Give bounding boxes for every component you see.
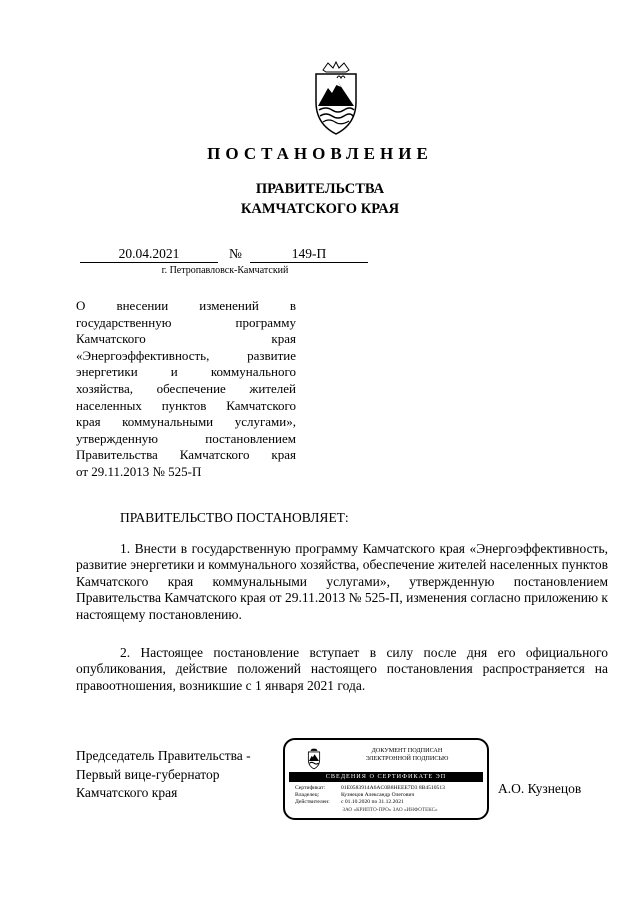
- paragraph-1: 1. Внести в государственную программу Камчатского края «Энергоэффективность, развитие энергетики и коммунального хозяйства, обеспечение жителей населенных пунктов Камчатского края коммунальными услугами», утвержденную постановлением Правительства Камчатского края от 29.11.2013 № 525-П, изменения согласно приложению к настоящему постановлению.: [76, 541, 608, 622]
- stamp-heading: [329, 747, 485, 763]
- subject-line: края коммунальными услугами»,: [76, 414, 296, 430]
- date-number-row: [80, 246, 370, 264]
- electronic-signature-stamp: [283, 738, 489, 820]
- city-line: г. Петропавловск-Камчатский: [161, 265, 289, 276]
- subject-line: хозяйства, обеспечение жителей: [76, 380, 296, 396]
- subject-line: государственную программу: [76, 314, 296, 330]
- subject-line: Правительства Камчатского края: [76, 447, 296, 463]
- stamp-heading-line: ДОКУМЕНТ ПОДПИСАН: [371, 747, 443, 754]
- authority-line-1: ПРАВИТЕЛЬСТВА: [255, 181, 385, 197]
- signer-name: А.О. Кузнецов: [498, 781, 582, 796]
- stamp-owner-row: [295, 792, 414, 799]
- signer-line: Первый вице-губернатор: [76, 766, 220, 782]
- paragraph-2: 2. Настоящее постановление вступает в силу после дня его официального опубликования, действие положений настоящего постановления распространяется на правоотношения, возникшие с 1 января 2021 года.: [76, 645, 608, 693]
- subject-line: населенных пунктов Камчатского: [76, 397, 296, 413]
- stamp-value: 01E0583914A6AC0B8HEEE7D3 8B4510513: [341, 785, 445, 791]
- authority-line-2: КАМЧАТСКОГО КРАЯ: [240, 201, 400, 217]
- document-title: ПОСТАНОВЛЕНИЕ: [207, 144, 433, 163]
- subject-line: утвержденную постановлением: [76, 430, 296, 446]
- signer-line: Председатель Правительства -: [76, 748, 251, 763]
- subject-line: от 29.11.2013 № 525-П: [76, 463, 202, 479]
- stamp-emblem-icon: [305, 748, 323, 770]
- document-date: 20.04.2021: [80, 246, 218, 263]
- number-sign: №: [229, 246, 242, 261]
- stamp-heading-line: ЭЛЕКТРОННОЙ ПОДПИСЬЮ: [365, 755, 449, 762]
- stamp-label: Сертификат:: [295, 785, 326, 791]
- signer-position: [76, 747, 251, 803]
- coat-of-arms-emblem: [308, 60, 364, 138]
- subject-line: О внесении изменений в: [76, 298, 296, 313]
- document-subject: [76, 298, 296, 481]
- document-number: 149-П: [250, 246, 368, 263]
- stamp-value: Кузнецов Александр Олегович: [341, 792, 415, 798]
- stamp-certificate-bar: СВЕДЕНИЯ О СЕРТИФИКАТЕ ЭП: [289, 772, 483, 782]
- signer-line: Камчатского края: [76, 785, 178, 800]
- subject-line: Камчатского края: [76, 331, 296, 347]
- stamp-value: с 01.10.2020 по 31.12.2021: [341, 799, 404, 805]
- stamp-label: Владелец:: [295, 792, 320, 798]
- stamp-footer: ЗАО «КРИПТО-ПРО» ЗАО «ИНФОТЕКС»: [342, 807, 438, 813]
- subject-line: «Энергоэффективность, развитие: [76, 347, 296, 363]
- stamp-label: Действителен:: [295, 799, 330, 805]
- resolution-heading: ПРАВИТЕЛЬСТВО ПОСТАНОВЛЯЕТ:: [120, 510, 349, 525]
- stamp-valid-row: [295, 799, 404, 806]
- subject-line: энергетики и коммунального: [76, 364, 296, 380]
- stamp-cert-row: [295, 785, 445, 792]
